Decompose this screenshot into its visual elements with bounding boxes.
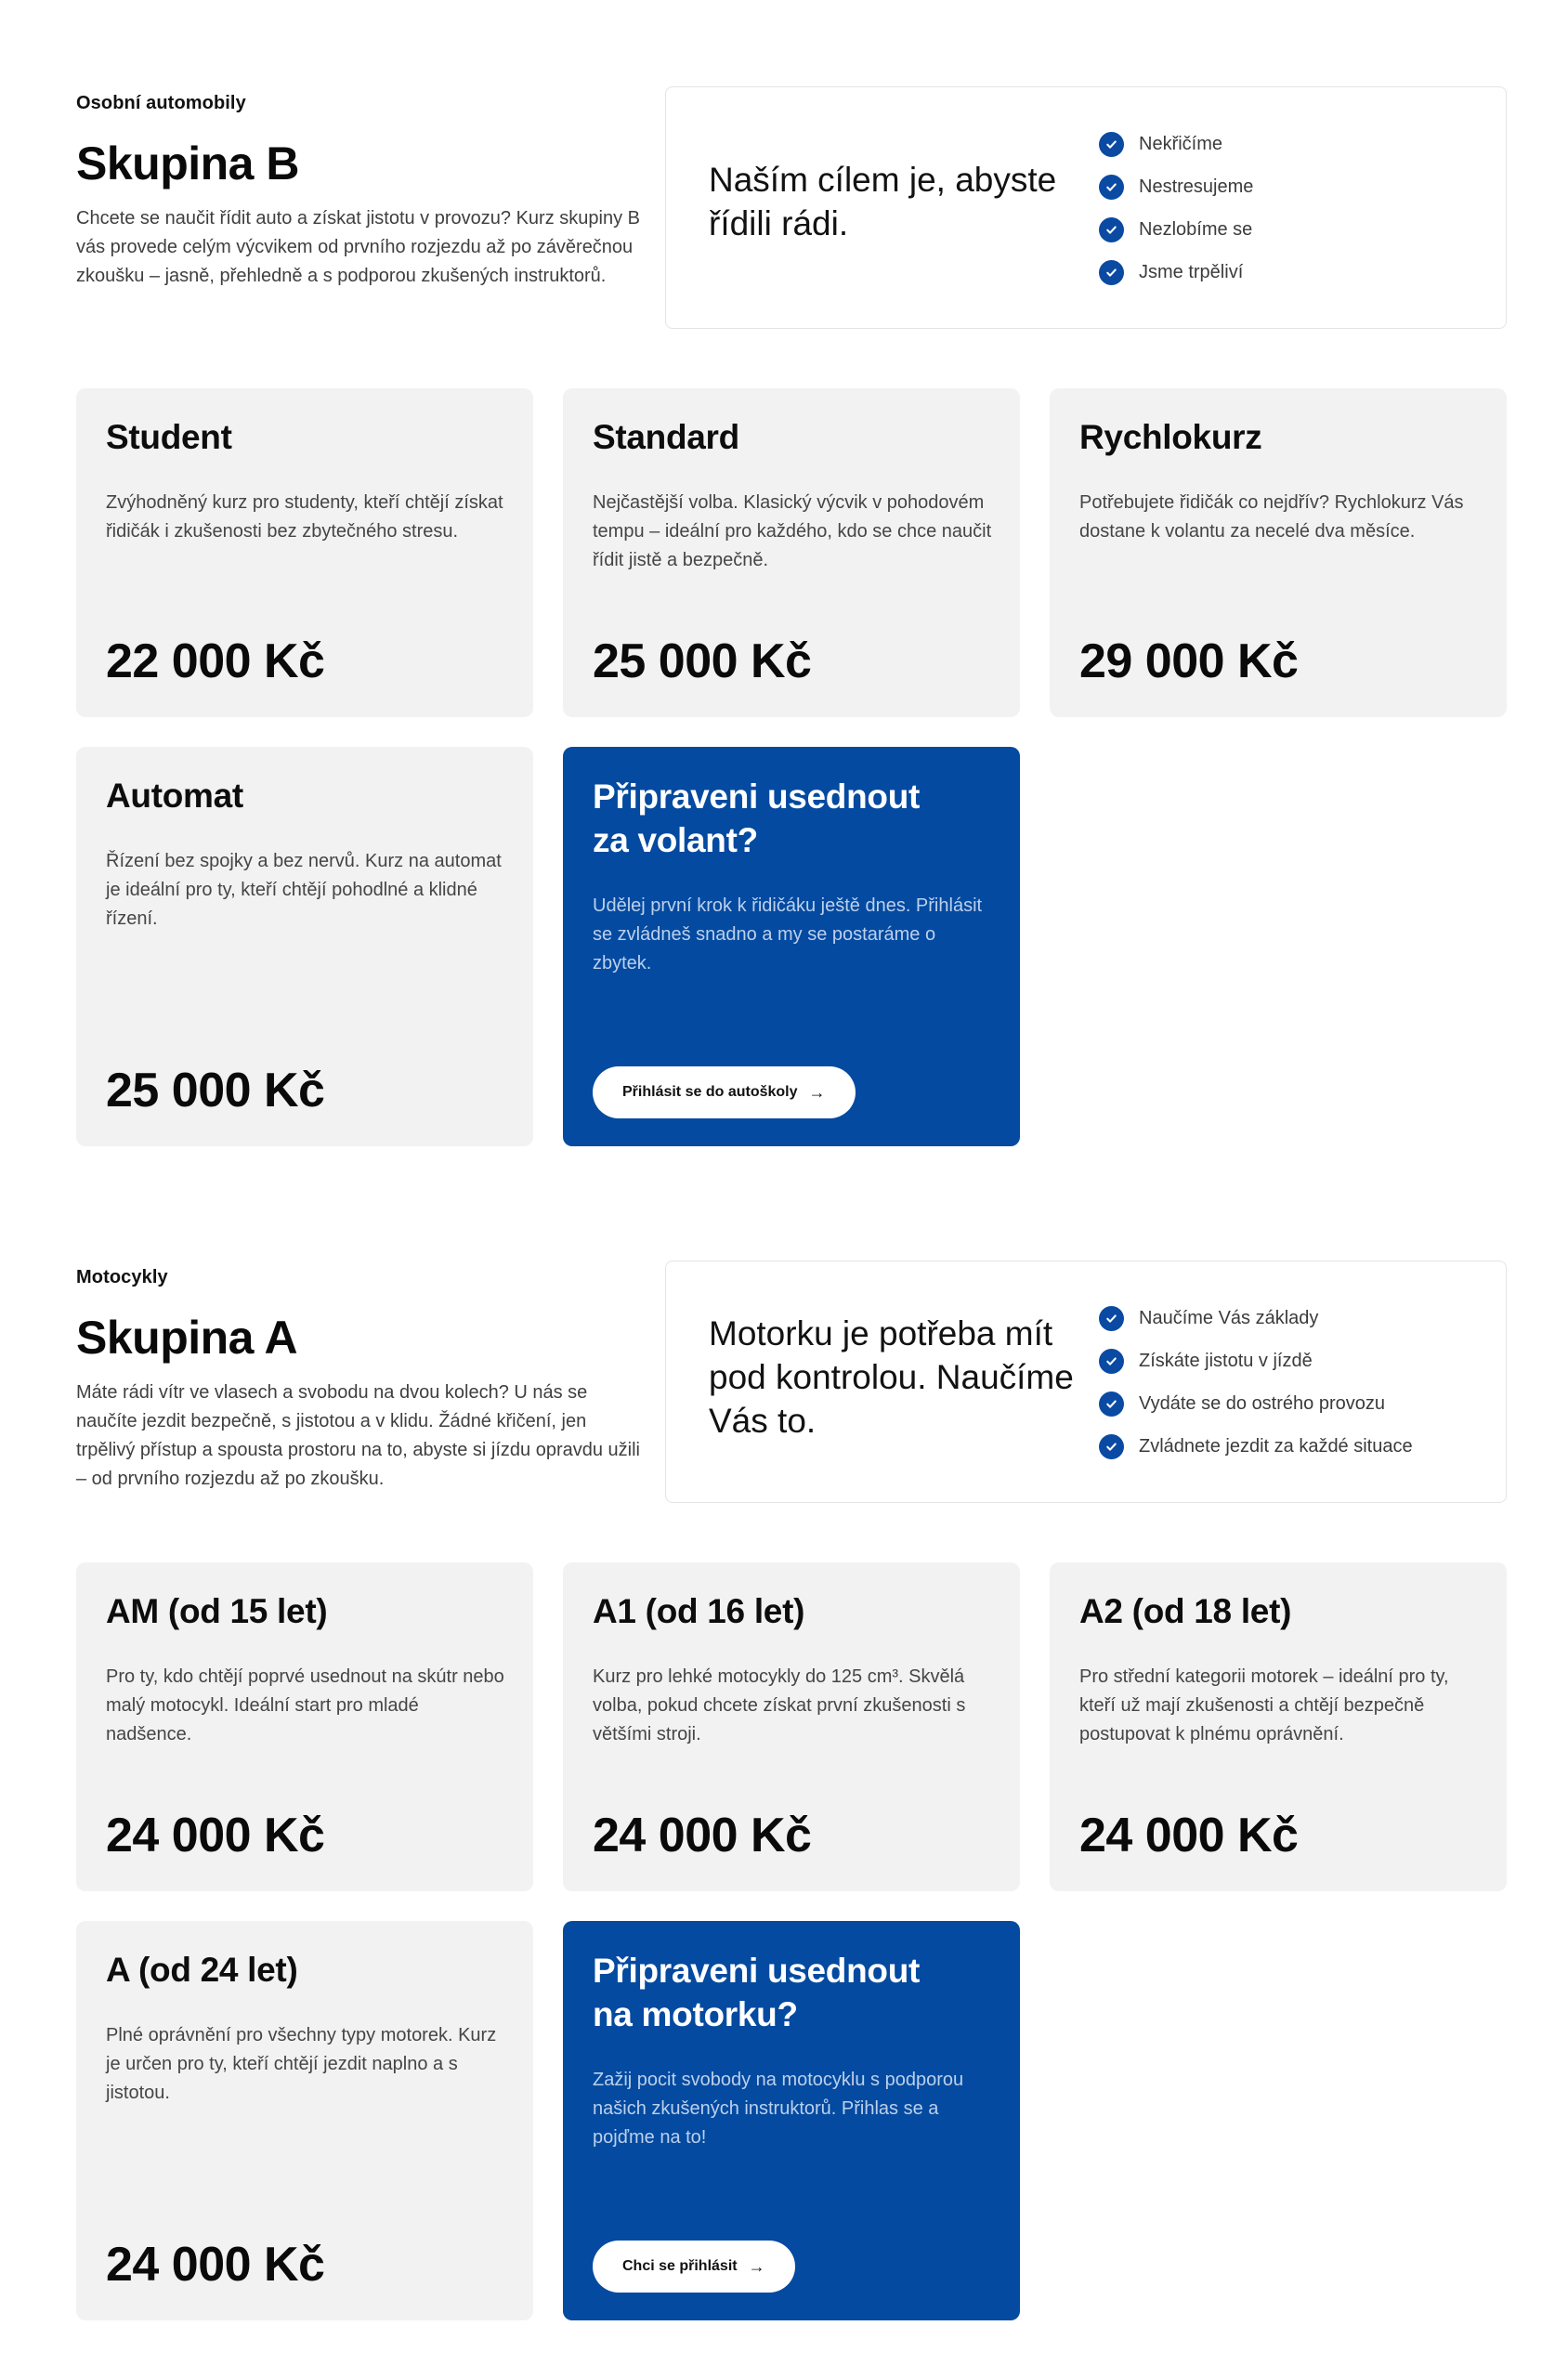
section-description: Máte rádi vítr ve vlasech a svobodu na dvou kolech? U nás se naučíte jezdit bezpečně, s jistotou a v klidu. Žádné křičení, jen trpělivý přístup a spousta prostoru na to, abyste si jízdu opravdu užili – od prvního rozjezdu až po zkoušku. (76, 1382, 640, 1489)
signup-button-label: Přihlásit se do autoškoly (622, 1084, 798, 1100)
card-title: Standard (593, 418, 739, 456)
signup-button-label: Chci se přihlásit (622, 2258, 738, 2274)
card-title: Rychlokurz (1079, 418, 1262, 456)
goal-item (1099, 1297, 1413, 1339)
card-title: A2 (od 18 let) (1079, 1592, 1292, 1630)
goal-item-label: Nezlobíme se (1139, 218, 1253, 240)
signup-button[interactable] (593, 1066, 856, 1118)
signup-button[interactable] (593, 2241, 795, 2293)
check-icon (1099, 1434, 1124, 1459)
card-description: Nejčastější volba. Klasický výcvik v pohodovém tempu – ideální pro každého, kdo se chce naučit řídit jistě a bezpečně. (593, 492, 992, 570)
course-card-a2 (1050, 1562, 1507, 1891)
cta-description: Zažij pocit svobody na motocyklu s podporou našich zkušených instruktorů. Přihlas se a pojďme na to! (593, 2070, 964, 2148)
goal-list (1099, 1297, 1413, 1468)
goal-item (1099, 1425, 1413, 1468)
goal-item-label: Vydáte se do ostrého provozu (1139, 1392, 1385, 1414)
goal-item-label: Zvládnete jezdit za každé situace (1139, 1435, 1413, 1457)
card-title: Student (106, 418, 232, 456)
goal-item-label: Naučíme Vás základy (1139, 1307, 1319, 1328)
goal-item (1099, 251, 1253, 294)
goal-item (1099, 1382, 1413, 1425)
check-icon (1099, 132, 1124, 157)
check-icon (1099, 217, 1124, 242)
goal-item-label: Jsme trpěliví (1139, 261, 1244, 282)
course-card-rychlokurz (1050, 388, 1507, 717)
check-icon (1099, 1349, 1124, 1374)
card-description: Pro ty, kdo chtějí poprvé usednout na skútr nebo malý motocykl. Ideální start pro mladé nadšence. (106, 1666, 504, 1744)
section-intro (76, 1267, 652, 1494)
check-icon (1099, 260, 1124, 285)
card-title: A1 (od 16 let) (593, 1592, 805, 1630)
card-description: Plné oprávnění pro všechny typy motorek. Kurz je určen pro ty, kteří chtějí jezdit naplno a s jistotou. (106, 2025, 497, 2103)
card-price: 24 000 Kč (106, 2238, 325, 2292)
card-price: 25 000 Kč (593, 634, 812, 688)
course-card-automat (76, 747, 533, 1146)
cta-title: Připraveni usednout na motorku? (593, 1952, 921, 2033)
check-icon (1099, 1306, 1124, 1331)
card-price: 24 000 Kč (593, 1809, 812, 1862)
course-card-standard (563, 388, 1020, 717)
card-title: Automat (106, 777, 243, 815)
section-title: Skupina A (76, 1312, 298, 1364)
arrow-right-icon: → (748, 2256, 765, 2276)
cta-description: Udělej první krok k řidičáku ještě dnes. Přihlásit se zvládneš snadno a my se postaráme o zbytek. (593, 895, 983, 973)
goal-list (1099, 123, 1253, 294)
card-price: 29 000 Kč (1079, 634, 1299, 688)
section-eyebrow: Motocykly (76, 1267, 168, 1287)
goal-item (1099, 1339, 1413, 1382)
check-icon (1099, 1392, 1124, 1417)
course-card-student (76, 388, 533, 717)
section-title: Skupina B (76, 137, 299, 189)
cta-title: Připraveni usednout za volant? (593, 777, 921, 859)
goal-text: Naším cílem je, abyste řídili rádi. (709, 161, 1057, 242)
goal-item-label: Získáte jistotu v jízdě (1139, 1350, 1313, 1371)
card-price: 25 000 Kč (106, 1064, 325, 1117)
card-title: AM (od 15 let) (106, 1592, 328, 1630)
course-card-a1 (563, 1562, 1020, 1891)
cta-card (563, 747, 1020, 1146)
check-icon (1099, 175, 1124, 200)
goal-text: Motorku je potřeba mít pod kontrolou. Naučíme Vás to. (709, 1314, 1074, 1440)
card-price: 24 000 Kč (106, 1809, 325, 1862)
goal-item-label: Nekřičíme (1139, 133, 1223, 154)
section-eyebrow: Osobní automobily (76, 93, 246, 113)
card-price: 22 000 Kč (106, 634, 325, 688)
card-price: 24 000 Kč (1079, 1809, 1299, 1862)
course-card-a (76, 1921, 533, 2320)
card-description: Potřebujete řidičák co nejdřív? Rychlokurz Vás dostane k volantu za necelé dva měsíce. (1079, 492, 1464, 542)
card-title: A (od 24 let) (106, 1951, 298, 1989)
goal-box (665, 86, 1507, 329)
goal-item (1099, 208, 1253, 251)
arrow-right-icon: → (808, 1082, 826, 1102)
goal-box (665, 1261, 1507, 1503)
card-description: Zvýhodněný kurz pro studenty, kteří chtějí získat řidičák i zkušenosti bez zbytečného stresu. (106, 492, 503, 542)
card-description: Řízení bez spojky a bez nervů. Kurz na automat je ideální pro ty, kteří chtějí pohodlné a klidné řízení. (106, 851, 502, 929)
card-description: Kurz pro lehké motocykly do 125 cm³. Skvělá volba, pokud chcete získat první zkušenosti s většími stroji. (593, 1666, 966, 1744)
section-intro (76, 93, 652, 291)
card-description: Pro střední kategorii motorek – ideální pro ty, kteří už mají zkušenosti a chtějí bezpečně postupovat k plnému oprávnění. (1079, 1666, 1449, 1744)
goal-item (1099, 123, 1253, 165)
cta-card (563, 1921, 1020, 2320)
goal-item-label: Nestresujeme (1139, 176, 1254, 197)
section-description: Chcete se naučit řídit auto a získat jistotu v provozu? Kurz skupiny B vás provede celým výcvikem od prvního rozjezdu až po závěrečnou zkoušku – jasně, přehledně a s podporou zkušených instruktorů. (76, 208, 640, 286)
course-card-am (76, 1562, 533, 1891)
goal-item (1099, 165, 1253, 208)
